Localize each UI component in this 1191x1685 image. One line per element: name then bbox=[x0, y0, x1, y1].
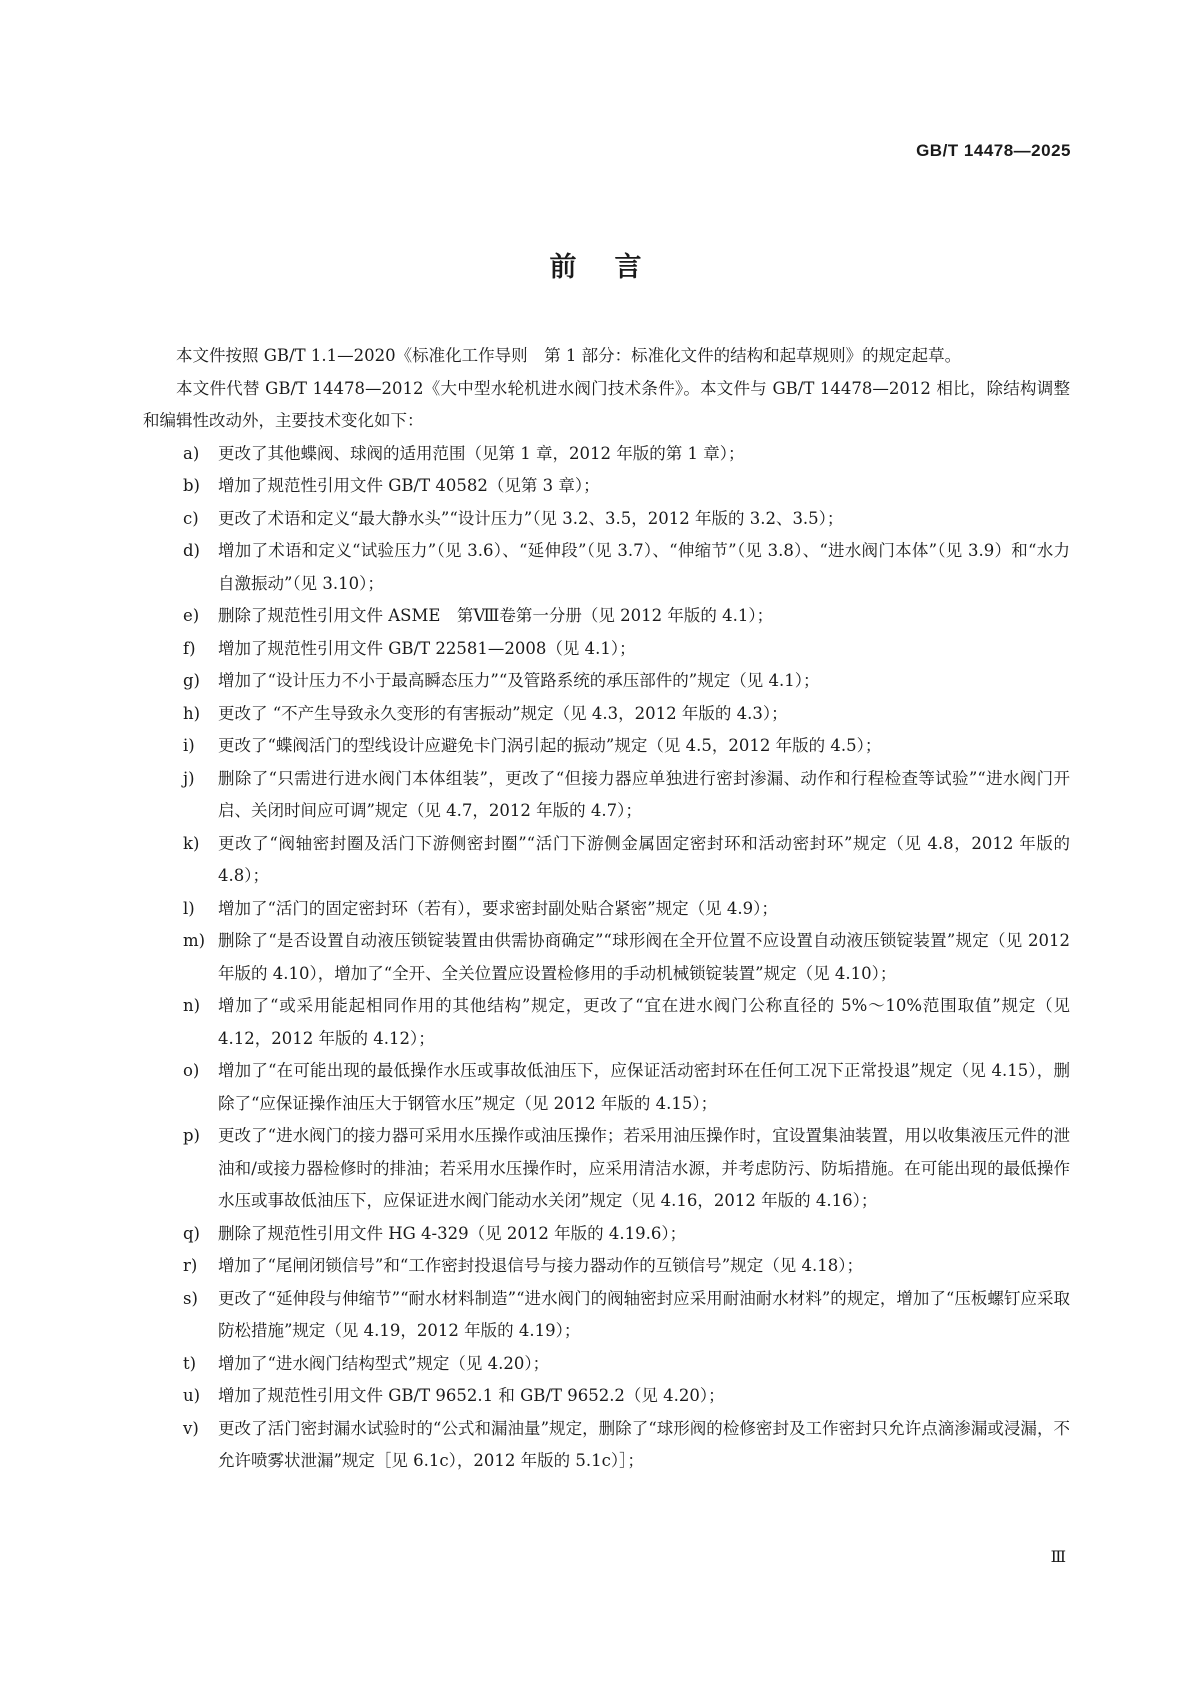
list-item-label: d) bbox=[183, 541, 200, 560]
list-item bbox=[143, 535, 1070, 600]
list-item bbox=[143, 828, 1070, 893]
list-item-text: 增加了“或采用能起相同作用的其他结构”规定，更改了“宜在进水阀门公称直径的 5%～10%范围取值”规定（见 4.12，2012 年版的 4.12）； bbox=[218, 996, 1070, 1048]
list-item-label: p) bbox=[183, 1126, 200, 1145]
list-item bbox=[143, 990, 1070, 1055]
list-item-text: 更改了活门密封漏水试验时的“公式和漏油量”规定，删除了“球形阀的检修密封及工作密封只允许点滴渗漏或浸漏，不允许喷雾状泄漏”规定［见 6.1c），2012 年版的 5.1c）］； bbox=[218, 1418, 1070, 1470]
list-item-label: s) bbox=[183, 1288, 198, 1308]
list-item-label: g) bbox=[183, 671, 200, 690]
list-item-text: 删除了“只需进行进水阀门本体组装”，更改了“但接力器应单独进行密封渗漏、动作和行程检查等试验”“进水阀门开启、关闭时间应可调”规定（见 4.7，2012 年版的 4.7）； bbox=[218, 768, 1070, 820]
list-item-text: 增加了规范性引用文件 GB/T 40582（见第 3 章）； bbox=[218, 476, 600, 495]
list-item-text: 增加了规范性引用文件 GB/T 9652.1 和 GB/T 9652.2（见 4.20）； bbox=[218, 1386, 725, 1405]
list-item-label: n) bbox=[183, 996, 201, 1015]
list-item-label: m) bbox=[183, 931, 206, 950]
list-item-label: i) bbox=[183, 736, 195, 755]
list-item bbox=[143, 893, 1070, 926]
list-item-label: v) bbox=[183, 1418, 199, 1438]
document-body bbox=[143, 340, 1070, 1478]
list-item bbox=[143, 1413, 1070, 1478]
list-item bbox=[143, 1380, 1070, 1413]
list-item bbox=[143, 1055, 1070, 1120]
list-item bbox=[143, 1283, 1070, 1348]
list-item-text: 增加了“尾闸闭锁信号”和“工作密封投退信号与接力器动作的互锁信号”规定（见 4.18）； bbox=[218, 1256, 863, 1275]
list-item-text: 增加了“在可能出现的最低操作水压或事故低油压下，应保证活动密封环在任何工况下正常投退”规定（见 4.15），删除了“应保证操作油压大于钢管水压”规定（见 2012 年版的 4.15）； bbox=[218, 1061, 1070, 1113]
list-item bbox=[143, 925, 1070, 990]
page-title: 前言 bbox=[549, 252, 680, 283]
list-item-text: 更改了“进水阀门的接力器可采用水压操作或油压操作；若采用油压操作时，宜设置集油装置，用以收集液压元件的泄油和/或接力器检修时的排油；若采用水压操作时，应采用清洁水源，并考虑防污、防垢措施。在可能出现的最低操作水压或事故低油压下，应保证进水阀门能动水关闭”规定（见 4.16，2012 年版的 4.16）； bbox=[218, 1126, 1070, 1210]
list-item-text: 增加了“设计压力不小于最高瞬态压力”“及管路系统的承压部件的”规定（见 4.1）； bbox=[218, 671, 820, 690]
list-item-label: j) bbox=[183, 768, 195, 788]
list-item-label: h) bbox=[183, 703, 201, 723]
list-item-text: 更改了“阀轴密封圈及活门下游侧密封圈”“活门下游侧金属固定密封环和活动密封环”规定（见 4.8，2012 年版的 4.8）； bbox=[218, 833, 1070, 885]
list-item bbox=[143, 470, 1070, 503]
list-item-text: 增加了“活门的固定密封环（若有），要求密封副处贴合紧密”规定（见 4.9）； bbox=[218, 898, 778, 918]
document-code: GB/T 14478—2025 bbox=[916, 141, 1071, 160]
list-item-text: 增加了术语和定义“试验压力”（见 3.6）、“延伸段”（见 3.7）、“伸缩节”（见 3.8）、“进水阀门本体”（见 3.9）和“水力自激振动”（见 3.10）； bbox=[218, 541, 1070, 593]
list-item-label: u) bbox=[183, 1386, 201, 1405]
list-item-label: b) bbox=[183, 476, 200, 495]
list-item-label: t) bbox=[183, 1353, 197, 1373]
list-item-label: a) bbox=[183, 443, 200, 463]
list-item bbox=[143, 438, 1070, 471]
page-number: Ⅲ bbox=[1050, 1547, 1066, 1566]
paragraph: 本文件按照 GB/T 1.1—2020《标准化工作导则 第 1 部分：标准化文件的结构和起草规则》的规定起草。 bbox=[176, 346, 962, 365]
list-item-text: 更改了“延伸段与伸缩节”“耐水材料制造”“进水阀门的阀轴密封应采用耐油耐水材料”的规定，增加了“压板螺钉应采取防松措施”规定（见 4.19，2012 年版的 4.19）； bbox=[218, 1288, 1070, 1340]
list-item-text: 更改了其他蝶阀、球阀的适用范围（见第 1 章，2012 年版的第 1 章）； bbox=[218, 443, 745, 463]
list-item-text: 增加了“进水阀门结构型式”规定（见 4.20）； bbox=[218, 1353, 550, 1373]
list-item bbox=[143, 1250, 1070, 1283]
list-item bbox=[143, 1218, 1070, 1251]
list-item-text: 更改了 “不产生导致永久变形的有害振动”规定（见 4.3，2012 年版的 4.3）； bbox=[218, 703, 788, 723]
list-item-label: f) bbox=[183, 638, 196, 658]
list-item-label: l) bbox=[183, 898, 195, 918]
list-item bbox=[143, 503, 1070, 536]
paragraph: 本文件代替 GB/T 14478—2012《大中型水轮机进水阀门技术条件》。本文件与 GB/T 14478—2012 相比，除结构调整和编辑性改动外，主要技术变化如下： bbox=[143, 378, 1070, 430]
list-item-text: 更改了“蝶阀活门的型线设计应避免卡门涡引起的振动”规定（见 4.5，2012 年版的 4.5）； bbox=[218, 736, 882, 755]
list-item bbox=[143, 763, 1070, 828]
list-item-label: k) bbox=[183, 833, 200, 853]
list-item bbox=[143, 633, 1070, 666]
list-item-text: 删除了“是否设置自动液压锁锭装置由供需协商确定”“球形阀在全开位置不应设置自动液压锁锭装置”规定（见 2012 年版的 4.10），增加了“全开、全关位置应设置检修用的手动机械锁锭装置”规定（见 4.10）； bbox=[218, 931, 1070, 983]
list-item-label: r) bbox=[183, 1256, 198, 1275]
change-list bbox=[143, 438, 1070, 1478]
list-item bbox=[143, 600, 1070, 633]
list-item-label: e) bbox=[183, 606, 200, 625]
list-item bbox=[143, 1120, 1070, 1218]
list-item bbox=[143, 665, 1070, 698]
list-item-label: o) bbox=[183, 1061, 200, 1080]
list-item bbox=[143, 698, 1070, 731]
list-item-text: 增加了规范性引用文件 GB/T 22581—2008（见 4.1）； bbox=[218, 638, 636, 658]
list-item-label: q) bbox=[183, 1223, 200, 1243]
list-item-text: 删除了规范性引用文件 ASME 第Ⅷ卷第一分册（见 2012 年版的 4.1）； bbox=[218, 606, 774, 625]
list-item-text: 删除了规范性引用文件 HG 4-329（见 2012 年版的 4.19.6）； bbox=[218, 1223, 687, 1243]
list-item-text: 更改了术语和定义“最大静水头”“设计压力”（见 3.2、3.5，2012 年版的 3.2、3.5）； bbox=[218, 508, 844, 528]
list-item bbox=[143, 1348, 1070, 1381]
list-item bbox=[143, 730, 1070, 763]
list-item-label: c) bbox=[183, 508, 199, 528]
